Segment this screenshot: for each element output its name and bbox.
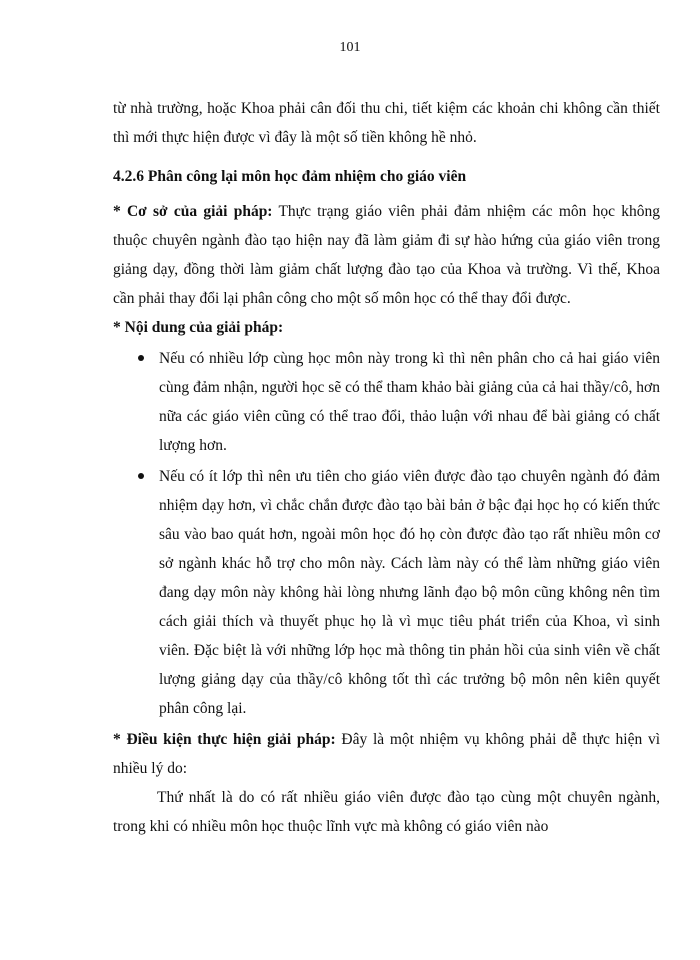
solution-list: [113, 344, 660, 723]
basis-paragraph: [113, 197, 660, 313]
bullet-icon: [138, 473, 144, 479]
list-item-text: Nếu có nhiều lớp cùng học môn này trong kì thì nên phân cho cả hai giáo viên cùng đảm nhận, người học sẽ có thể tham khảo bài giảng của cả hai thầy/cô, hơn nữa các giáo viên cũng có thể trao đổi, thảo luận với nhau để bài giảng có chất lượng hơn.: [159, 350, 660, 454]
conditions-text: Đây là một nhiệm vụ không phải dễ thực hiện vì nhiều lý do:: [113, 731, 660, 777]
document-body: [113, 94, 660, 841]
basis-text: Thực trạng giáo viên phải đảm nhiệm các môn học không thuộc chuyên ngành đào tạo hiện nay đã làm giảm đi sự hào hứng của giáo viên trong giảng dạy, đồng thời làm giảm chất lượng đào tạo của Khoa và trường. Vì thế, Khoa cần phải thay đổi lại phân công cho một số môn học có thể thay đổi được.: [113, 203, 660, 307]
intro-paragraph: từ nhà trường, hoặc Khoa phải cân đối thu chi, tiết kiệm các khoản chi không cần thiết thì mới thực hiện được vì đây là một số tiền không hề nhỏ.: [113, 100, 660, 146]
first-reason-paragraph: Thứ nhất là do có rất nhiều giáo viên được đào tạo cùng một chuyên ngành, trong khi có nhiều môn học thuộc lĩnh vực mà không có giáo viên nào: [113, 789, 660, 835]
basis-label: * Cơ sở của giải pháp:: [113, 203, 273, 220]
conditions-paragraph: [113, 725, 660, 783]
section-heading: 4.2.6 Phân công lại môn học đảm nhiệm cho giáo viên: [113, 168, 467, 185]
list-item-text: Nếu có ít lớp thì nên ưu tiên cho giáo viên được đào tạo chuyên ngành đó đảm nhiệm dạy hơn, vì chắc chắn được đào tạo bài bản ở bậc đại học họ có kiến thức sâu vào bao quát hơn, ngoài môn học đó họ còn được đào tạo rất nhiều môn cơ sở ngành khác hỗ trợ cho môn này. Cách làm này có thể làm những giáo viên đang dạy môn này không hài lòng nhưng lãnh đạo bộ môn cũng không nên tìm cách giải thích và thuyết phục họ là vì mục tiêu phát triển của Khoa, vì sinh viên. Đặc biệt là với những lớp học mà thông tin phản hồi của sinh viên về chất lượng giảng dạy của thầy/cô không tốt thì các trưởng bộ môn nên kiên quyết phân công lại.: [159, 468, 660, 717]
list-item: [159, 344, 660, 460]
bullet-icon: [138, 355, 144, 361]
list-item: [159, 462, 660, 723]
page-number: 101: [339, 40, 361, 55]
conditions-label: * Điều kiện thực hiện giải pháp:: [113, 731, 336, 748]
content-label: * Nội dung của giải pháp:: [113, 319, 284, 336]
